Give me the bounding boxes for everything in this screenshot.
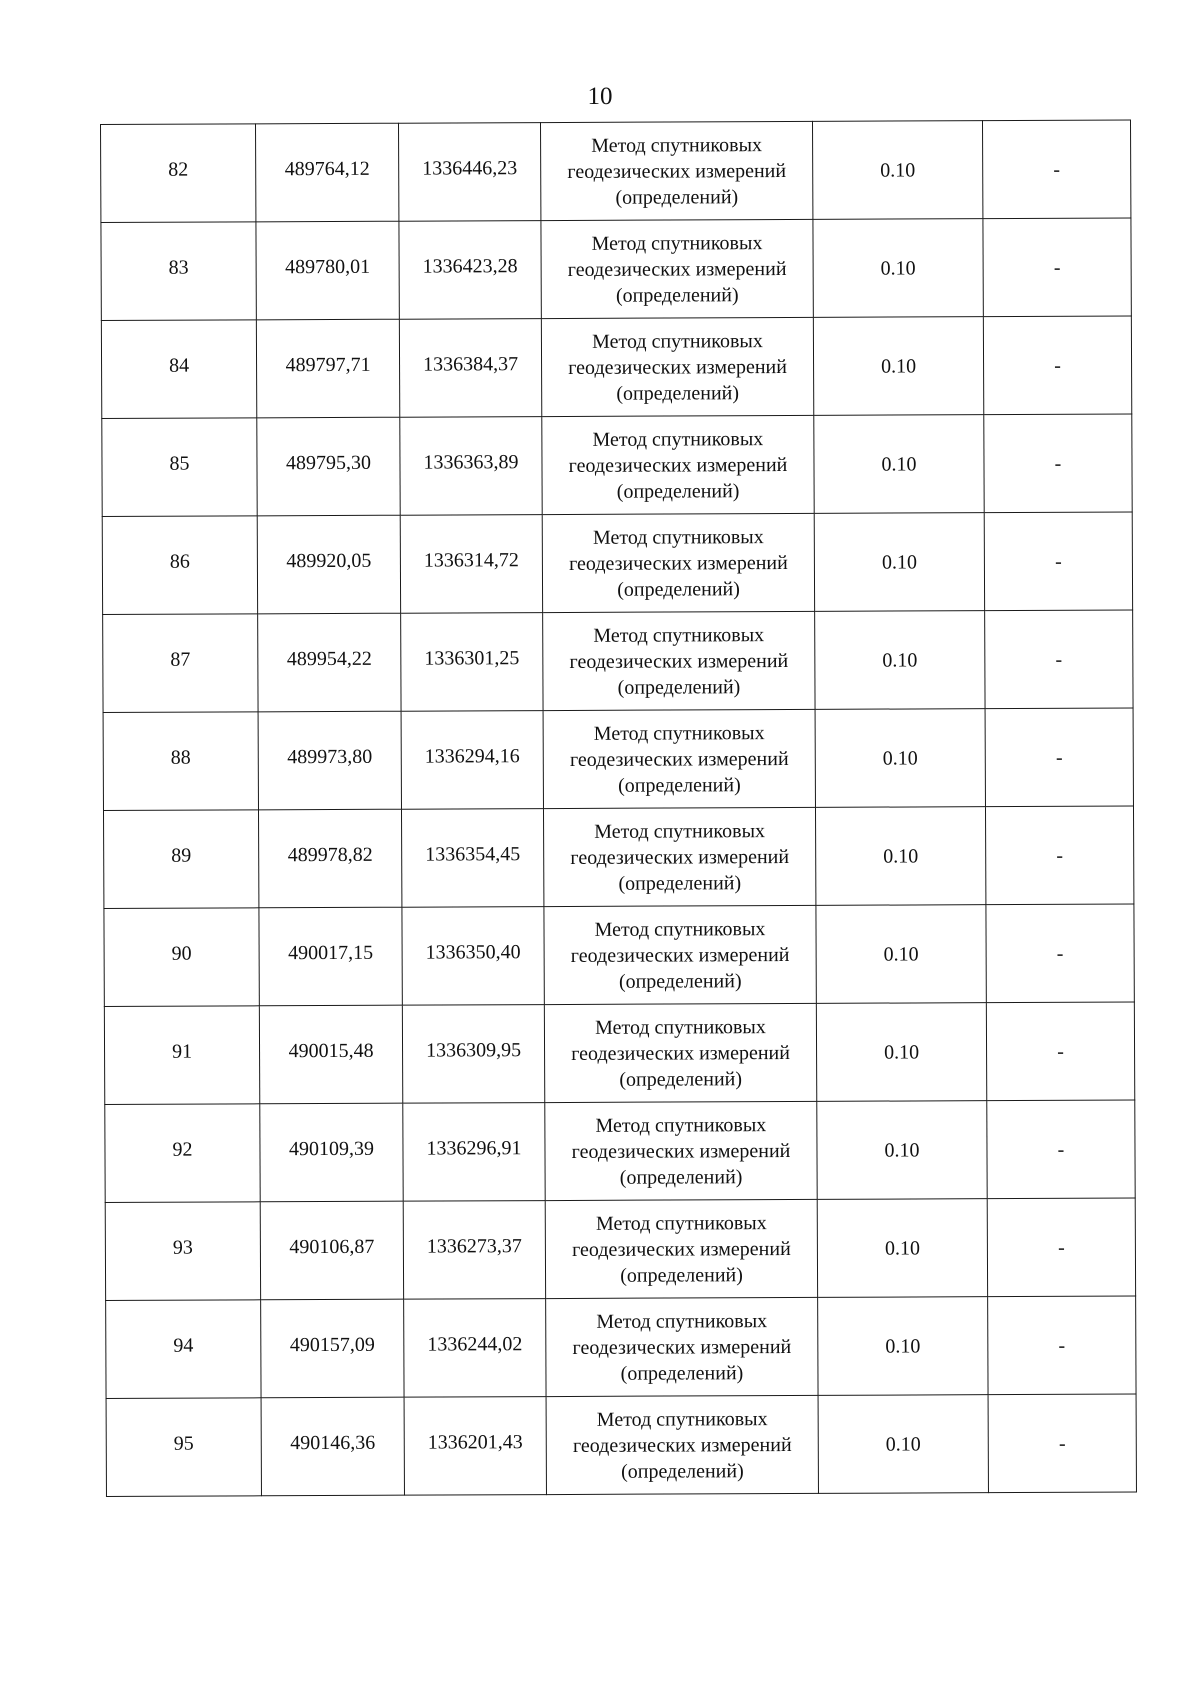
method-line: (определений) <box>620 1361 744 1385</box>
method-line: геодезических измерений <box>567 257 787 281</box>
x-coordinate-cell: 489797,71 <box>256 319 399 418</box>
point-number-cell: 86 <box>102 516 257 615</box>
point-number-cell: 91 <box>104 1006 259 1105</box>
x-coordinate-cell: 490106,87 <box>260 1201 403 1300</box>
method-line: Метод спутниковых <box>595 1211 767 1235</box>
y-coordinate-cell: 1336363,89 <box>400 417 542 516</box>
y-coordinate-cell: 1336384,37 <box>399 319 541 418</box>
method-line: геодезических измерений <box>572 1433 792 1457</box>
y-coordinate-cell: 1336309,95 <box>402 1005 544 1104</box>
method-line: Метод спутниковых <box>592 427 764 451</box>
method-cell <box>546 1297 818 1396</box>
accuracy-cell: 0.10 <box>814 513 984 612</box>
method-cell <box>541 317 813 416</box>
method-line: (определений) <box>615 185 739 209</box>
method-line: Метод спутниковых <box>593 623 765 647</box>
accuracy-cell: 0.10 <box>812 121 982 220</box>
table-row <box>101 218 1131 320</box>
method-line: (определений) <box>617 577 740 601</box>
method-line: Метод спутниковых <box>592 329 763 353</box>
method-line: геодезических измерений <box>572 1335 792 1359</box>
method-cell <box>545 1101 817 1200</box>
point-number-cell: 90 <box>104 908 259 1007</box>
method-line: (определений) <box>621 1459 744 1483</box>
method-cell <box>540 121 812 220</box>
x-coordinate-cell: 490146,36 <box>261 1397 404 1496</box>
table-row <box>105 1100 1135 1202</box>
note-cell: - <box>983 218 1131 317</box>
coordinates-table <box>100 120 1137 1497</box>
y-coordinate-cell: 1336244,02 <box>404 1299 546 1398</box>
method-line: (определений) <box>620 1263 743 1287</box>
method-line: (определений) <box>618 969 742 993</box>
accuracy-cell: 0.10 <box>814 415 984 514</box>
table-row <box>102 512 1132 614</box>
y-coordinate-cell: 1336354,45 <box>401 809 543 908</box>
method-line: геодезических измерений <box>572 1237 791 1261</box>
x-coordinate-cell: 489764,12 <box>256 123 399 222</box>
point-number-cell: 92 <box>105 1104 260 1203</box>
table-row <box>104 904 1134 1006</box>
x-coordinate-cell: 490017,15 <box>259 907 402 1006</box>
table-row <box>104 1002 1134 1104</box>
point-number-cell: 84 <box>101 320 256 419</box>
method-cell <box>542 513 814 612</box>
method-line: Метод спутниковых <box>595 1015 766 1039</box>
note-cell: - <box>988 1394 1136 1493</box>
method-cell <box>543 807 815 906</box>
point-number-cell: 82 <box>101 124 256 223</box>
note-cell: - <box>986 904 1134 1003</box>
method-cell <box>545 1199 817 1298</box>
method-line: Метод спутниковых <box>593 721 765 745</box>
table-row <box>101 316 1131 418</box>
note-cell: - <box>985 610 1133 709</box>
note-cell: - <box>987 1100 1135 1199</box>
method-cell <box>546 1395 818 1494</box>
accuracy-cell: 0.10 <box>817 1199 987 1298</box>
method-line: (определений) <box>617 675 741 699</box>
method-line: Метод спутниковых <box>596 1309 768 1333</box>
method-line: Метод спутниковых <box>596 1407 768 1431</box>
accuracy-cell: 0.10 <box>817 1101 987 1200</box>
accuracy-cell: 0.10 <box>815 807 985 906</box>
note-cell: - <box>984 414 1132 513</box>
x-coordinate-cell: 489954,22 <box>258 613 401 712</box>
method-line: геодезических измерений <box>571 1041 790 1065</box>
note-cell: - <box>983 316 1131 415</box>
y-coordinate-cell: 1336296,91 <box>403 1103 545 1202</box>
y-coordinate-cell: 1336301,25 <box>401 613 543 712</box>
note-cell: - <box>985 708 1133 807</box>
method-line: (определений) <box>618 871 742 895</box>
table-row <box>103 708 1133 810</box>
y-coordinate-cell: 1336350,40 <box>402 907 544 1006</box>
method-line: (определений) <box>618 773 741 797</box>
table-row <box>101 120 1131 222</box>
y-coordinate-cell: 1336273,37 <box>403 1201 545 1300</box>
method-line: геодезических измерений <box>567 159 787 183</box>
method-line: геодезических измерений <box>571 1139 791 1163</box>
method-line: Метод спутниковых <box>591 133 763 157</box>
table-row <box>106 1394 1136 1496</box>
x-coordinate-cell: 489978,82 <box>258 809 401 908</box>
point-number-cell: 95 <box>106 1398 261 1497</box>
accuracy-cell: 0.10 <box>813 317 983 416</box>
coordinates-table-body <box>101 120 1137 1496</box>
method-line: геодезических измерений <box>568 453 788 477</box>
note-cell: - <box>988 1296 1136 1395</box>
method-line: (определений) <box>619 1165 743 1189</box>
y-coordinate-cell: 1336423,28 <box>399 221 541 320</box>
table-row <box>105 1198 1135 1300</box>
accuracy-cell: 0.10 <box>818 1297 988 1396</box>
method-line: геодезических измерений <box>568 355 787 379</box>
method-line: (определений) <box>619 1067 743 1091</box>
method-line: геодезических измерений <box>570 845 790 869</box>
accuracy-cell: 0.10 <box>816 905 986 1004</box>
method-line: геодезических измерений <box>569 551 788 575</box>
point-number-cell: 88 <box>103 712 258 811</box>
method-line: геодезических измерений <box>569 649 789 673</box>
point-number-cell: 93 <box>105 1202 260 1301</box>
point-number-cell: 87 <box>103 614 258 713</box>
method-cell <box>541 219 813 318</box>
x-coordinate-cell: 490157,09 <box>261 1299 404 1398</box>
method-line: (определений) <box>616 381 740 405</box>
page-number: 10 <box>587 83 613 110</box>
method-line: Метод спутниковых <box>594 819 766 843</box>
method-line: геодезических измерений <box>569 747 789 771</box>
method-cell <box>544 1003 816 1102</box>
accuracy-cell: 0.10 <box>816 1003 986 1102</box>
method-cell <box>542 415 814 514</box>
accuracy-cell: 0.10 <box>815 709 985 808</box>
accuracy-cell: 0.10 <box>815 611 985 710</box>
point-number-cell: 94 <box>106 1300 261 1399</box>
method-cell <box>543 611 815 710</box>
accuracy-cell: 0.10 <box>813 219 983 318</box>
method-line: (определений) <box>615 283 739 307</box>
method-cell <box>544 905 816 1004</box>
note-cell: - <box>986 1002 1134 1101</box>
note-cell: - <box>985 806 1133 905</box>
method-line: Метод спутниковых <box>591 231 763 255</box>
x-coordinate-cell: 490015,48 <box>259 1005 402 1104</box>
method-line: Метод спутниковых <box>595 1113 767 1137</box>
table-row <box>106 1296 1136 1398</box>
method-line: геодезических измерений <box>570 943 790 967</box>
table-row <box>103 610 1133 712</box>
point-number-cell: 89 <box>103 810 258 909</box>
y-coordinate-cell: 1336201,43 <box>404 1397 546 1496</box>
accuracy-cell: 0.10 <box>818 1395 988 1494</box>
x-coordinate-cell: 490109,39 <box>260 1103 403 1202</box>
note-cell: - <box>982 120 1130 219</box>
x-coordinate-cell: 489780,01 <box>256 221 399 320</box>
method-cell <box>543 709 815 808</box>
x-coordinate-cell: 489795,30 <box>257 417 400 516</box>
method-line: Метод спутниковых <box>592 525 764 549</box>
method-line: Метод спутниковых <box>594 917 766 941</box>
note-cell: - <box>987 1198 1135 1297</box>
y-coordinate-cell: 1336446,23 <box>398 123 540 222</box>
method-line: (определений) <box>616 479 740 503</box>
y-coordinate-cell: 1336294,16 <box>401 711 543 810</box>
x-coordinate-cell: 489920,05 <box>257 515 400 614</box>
note-cell: - <box>984 512 1132 611</box>
table-row <box>102 414 1132 516</box>
table-row <box>103 806 1133 908</box>
y-coordinate-cell: 1336314,72 <box>400 515 542 614</box>
point-number-cell: 83 <box>101 222 256 321</box>
point-number-cell: 85 <box>102 418 257 517</box>
x-coordinate-cell: 489973,80 <box>258 711 401 810</box>
